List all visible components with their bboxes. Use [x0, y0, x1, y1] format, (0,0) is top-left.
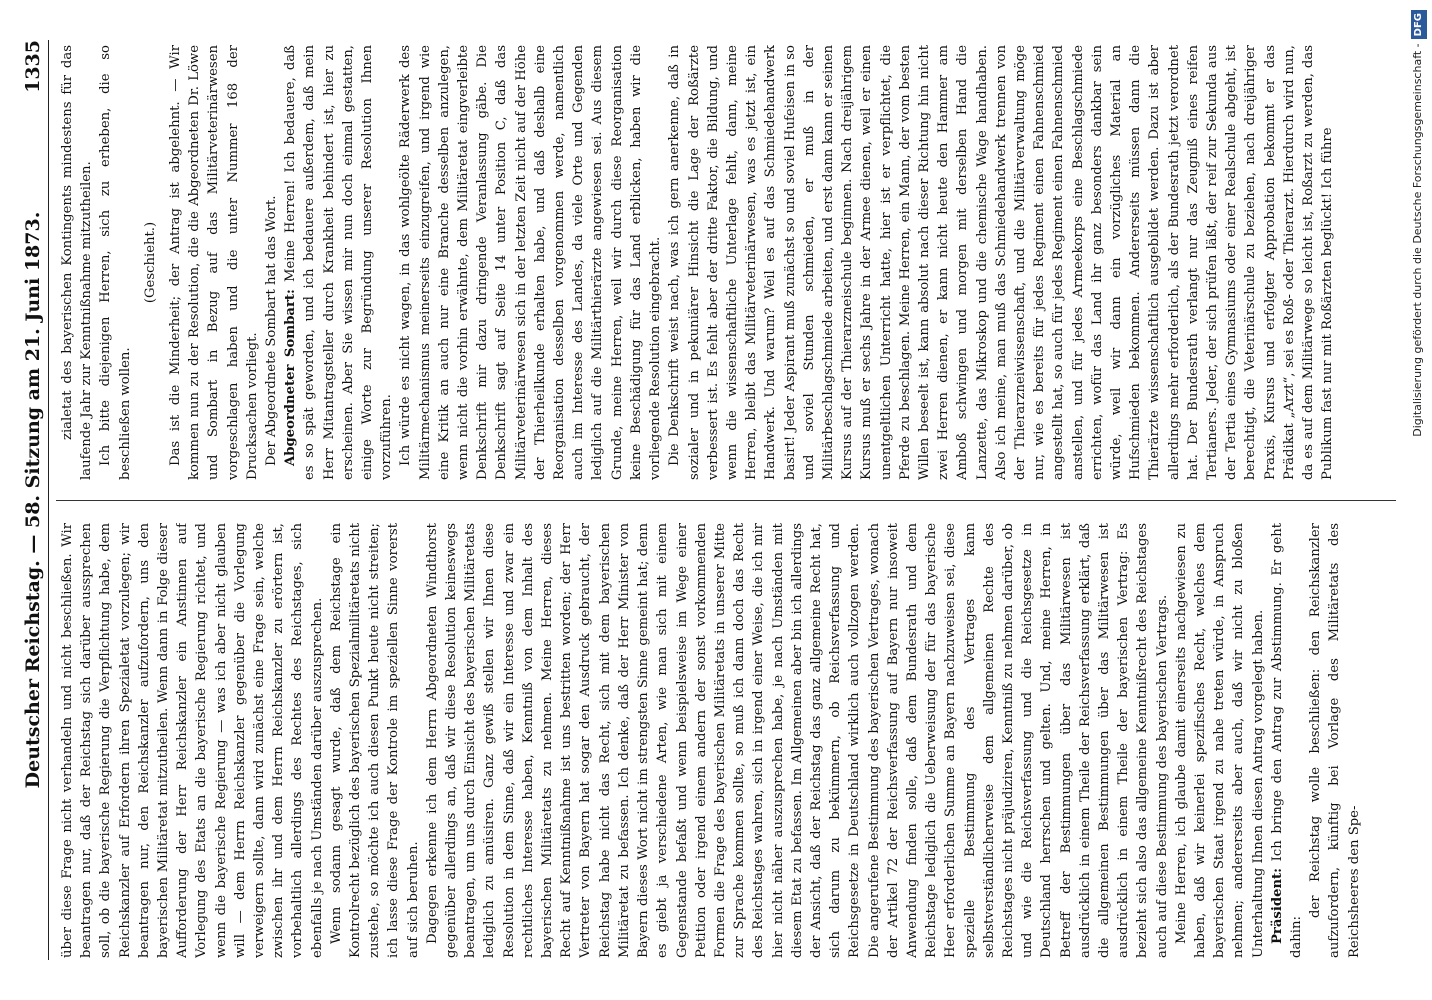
paragraph: Ich würde es nicht wagen, in das wohlgeölte Räderwerk des Militärmechanismus meinerseits einzugreifen, und irgend wie eine Kritik an auch nur eine Branche desselben anzulegen, wenn nicht die vorhin erwähnte, dem Militäretat eingverleibte Denkschrift mir dazu dringende Veranlassung gäbe. Die Denkschrift sagt auf Seite 14 unter Position C, daß das Militärveterinärwesen sich in der letzten Zeit nicht auf der Höhe der Thierheilkunde erhalten habe, und daß deshalb eine Reorganisation desselben vorgenommen werde, namentlich auch im Interesse des Landes, da viele Orte und Gegenden lediglich auf die Militärthierärzte angewiesen sei. Aus diesem Grunde, meine Herren, weil wir durch diese Reorganisation keine Beschädigung für das Land erblicken, haben wir die vorliegende Resolution eingebracht.	[398, 45, 664, 480]
paragraph: über diese Frage nicht verhandeln und nicht beschließen. Wir beantragen nur, daß der Reichstag sich darüber aussprechen soll, ob die bayerische Regierung die Verpflichtung habe, dem Reichskanzler auf Erfordern ihren Spezialetat vorzulegen; wir beantragen nur, den Reichskanzler aufzufordern, uns den bayerischen Militäretat mitzutheilen. Wenn dann in Folge dieser Aufforderung der Herr Reichskanzler ein Anstinnen auf Vorlegung des Etats an die bayerische Regierung richtet, und wenn die bayerische Regierung — was ich aber nicht glauben will — dem Herrn Reichskanzler gegenüber die Vorlegung verweigern sollte, dann wird zunächst eine Frage sein, welche zwischen ihr und dem Herrn Reichskanzler zu erörtern ist, vorbehaltlich allerdings des Rechtes des Reichstages, sich ebenfalls je nach Umständen darüber auszusprechen.	[60, 523, 325, 958]
paragraph: Wenn sodann gesagt wurde, daß dem Reichstage ein Kontrolrecht bezüglich des bayerischen Spezialmilitäretats nicht zustehe, so möchte ich auch diesen Punkt heute nicht streiten; ich lasse diese Frage der Kontrole im speziellen Sinne vorerst auf sich beruhen.	[328, 523, 421, 958]
left-column	[58, 523, 1398, 958]
digitization-credit	[1410, 10, 1426, 570]
right-column	[58, 45, 1398, 480]
resolution-text: der Reichstag wolle beschließen: den Reichskanzler aufzufordern, künftig bei Vorlage des Militäretats des Reichsheeres den Spe-	[1308, 523, 1362, 958]
paragraph: Die Denkschrift weist nach, was ich gern anerkenne, daß in sozialer und in pekuniärer Hinsicht die Lage der Roßärzte verbessert ist. Es fehlt aber der dritte Faktor, die Bildung, und wenn die wissenschaftliche Unterlage fehlt, dann, meine Herren, bleibt das Militärveterinärwesen, was es jetzt ist, ein Handwerk. Und warum? Weil es auf das Schmiedehandwerk basirt! Jeder Aspirant muß zunächst so und soviel Hufeisen in so und soviel Stunden schmieden, er muß in der Militärbeschlagschmiede arbeiten, und erst dann kann er seinen Kursus auf der Thierarzneischule beginnen. Nach dreijährigem Kursus muß er sechs Jahre in der Armee dienen, weil er einen unentgeltlichen Unterricht hatte, hier ist er verpflichtet, die Pferde zu beschlagen. Meine Herren, ein Mann, der vom besten Willen beseelt ist, kann absolut nach dieser Richtung hin nicht zwei Herren dienen, er kann nicht heute den Hammer am Amboß schwingen und morgen mit derselben Hand die Lanzette, das Mikroskop und die chemische Wage handhaben. Also ich meine, man muß das Schmiedehandwerk trennen von der Thierarzneiwissenschaft, und die Militärverwaltung möge nur, wie es bereits für jedes Regiment einen Fahnenschmied angestellt hat, so auch für jedes Regiment einen Fahnenschmied anstellen, und für jedes Armeekorps eine Beschlagschmiede errichten, wofür das Land ihr ganz besonders dankbar sein würde, weil wir dann ein vorzügliches Material an Hufschmieden bekommen. Andererseits müssen dann die Thierärzte wissenschaftlich ausgebildet werden. Dazu ist aber allerdings mehr erforderlich, als der Bundesrath jetzt verordnet hat. Der Bundesrath verlangt nur das Zeugniß eines reifen Tertianers. Jeder, der sich prüfen läßt, der reif zur Sekunda aus der Tertia eines Gymnasiums oder einer Realschule abgeht, ist berechtigt, die Veterinärschule zu beziehen, nach dreijähriger Praxis, Kursus und erfolgter Approbation bekommt er das Prädikat „Arzt“, sei es Roß- oder Thierarzt. Hierdurch wird nun, da es auf dem Militärwege so leicht ist, Roßarzt zu werden, das Publikum fast nur mit Roßärzten beglückt! Ich führe	[667, 45, 1336, 480]
speaker-paragraph	[281, 45, 396, 480]
dfg-logo: DFG	[1411, 10, 1427, 39]
page-header	[20, 40, 49, 960]
resolution-text-continued: zialetat des bayerischen Kontingents mindestens für das laufende Jahr zur Kenntnißnahme mitzutheilen.	[60, 45, 95, 480]
paragraph: Meine Herren, ich glaube damit einerseits nachgewiesen zu haben, daß wir keinerlei spezifisches Recht, welches dem bayerischen Staat irgend zu nahe treten würde, in Anspruch nehmen; andererseits aber auch, daß wir nicht zu bloßen Unterhaltung Ihnen diesen Antrag vorgelegt haben.	[1173, 523, 1266, 958]
speaker-name: Abgeordneter Sombart:	[283, 289, 299, 466]
speaker-name: Präsident:	[1269, 867, 1285, 944]
paragraph: Ich bitte diejenigen Herren, sich zu erheben, die so beschließen wollen.	[98, 45, 133, 480]
paragraph: Das ist die Minderheit; der Antrag ist abgelehnt. — Wir kommen nun zu der Resolution, die die Abgeordneten Dr. Löwe und Sombart in Bezug auf das Militärveterinärwesen vorgeschlagen haben und die unter Nummer 168 der Drucksachen vorliegt.	[168, 45, 260, 480]
paragraph: Der Abgeordnete Sombart hat das Wort.	[264, 195, 280, 466]
paragraph: Dagegen erkenne ich dem Herrn Abgeordneten Windthorst gegenüber allerdings an, daß wir diese Resolution keineswegs beantragen, um uns durch Einsicht des bayerischen Militäretats lediglich zu amüsiren. Ganz gewiß stellen wir Ihnen diese Resolution in dem Sinne, daß wir ein Interesse und zwar ein rechtliches Interesse haben, Kenntniß von dem Inhalt des bayerischen Militäretats zu nehmen. Meine Herren, dieses Recht auf Kenntnißnahme ist uns bestritten worden; der Herr Vertreter von Bayern hat sogar den Ausdruck gebraucht, der Reichstag habe nicht das Recht, sich mit dem bayerischen Militäretat zu befassen. Ich denke, daß der Herr Minister von Bayern dieses Wort nicht im strengsten Sinne gemeint hat; denn es giebt ja verschiedene Arten, wie man sich mit einem Gegenstande befaßt und wenn beispielsweise im Wege einer Petition oder irgend einem andern der sonst vorkommenden Formen die Frage des bayerischen Militäretats in unserer Mitte zur Sprache kommen sollte, so muß ich dann doch das Recht des Reichstages wahren, sich in irgend einer Weise, die ich mir hier nicht näher auszusprechen habe, je nach Umständen mit diesem Etat zu befassen. Im Allgemeinen aber bin ich allerdings der Ansicht, daß der Reichstag das ganz allgemeine Recht hat, sich darum zu bekümmern, ob Reichsverfassung und Reichsgesetze in Deutschland wirklich auch vollzogen werden. Die angerufene Bestimmung des bayerischen Vertrages, wonach der Artikel 72 der Reichsverfassung auf Bayern nur insoweit Anwendung finden solle, daß dem Bundesrath und dem Reichstage lediglich die Ueberweisung der für das bayerische Heer erforderlichen Summe an Bayern nachzuweisen sei, diese spezielle Bestimmung des Vertrages kann selbstverständlicherweise dem allgemeinen Rechte des Reichstages nicht präjudiziren, Kenntniß zu nehmen darüber, ob und wie die Reichsverfassung und die Reichsgesetze in Deutschland herrschen und gelten. Und, meine Herren, in Betreff der Bestimmungen über das Militärwesen ist ausdrücklich in einem Theile der Reichsverfassung erklärt, daß die allgemeinen Bestimmungen über das Militärwesen ist ausdrücklich in einem Theile der bayerischen Vertrag: Es bezieht sich also das allgemeine Kenntnißrecht des Reichstages auch auf diese Bestimmung des bayerischen Vertrags.	[424, 523, 1170, 958]
stage-direction: (Geschieht.)	[142, 221, 158, 304]
speaker-paragraph	[1268, 523, 1306, 958]
page-header-title: Deutscher Reichstag. — 58. Sitzung am 21. Juni 1873.	[22, 211, 44, 789]
page-number: 1335	[22, 40, 44, 93]
column-divider	[56, 500, 1396, 501]
credit-text: Digitalisierung gefördert durch die Deutsche Forschungsgemeinschaft -	[1411, 43, 1424, 437]
speech-text: Meine Herren! Ich bedauere, daß es so spät geworden, und ich bedauere außerdem, daß mein Herr Mitantragsteller durch Krankheit behindert ist, hier zu erscheinen. Aber Sie wissen mir nun doch einmal gestatten, einige Worte zur Begründung unserer Resolution Ihnen vorzuführen.	[283, 45, 395, 480]
speech-text: Ich bringe den Antrag zur Abstimmung. Er geht dahin:	[1269, 523, 1304, 958]
